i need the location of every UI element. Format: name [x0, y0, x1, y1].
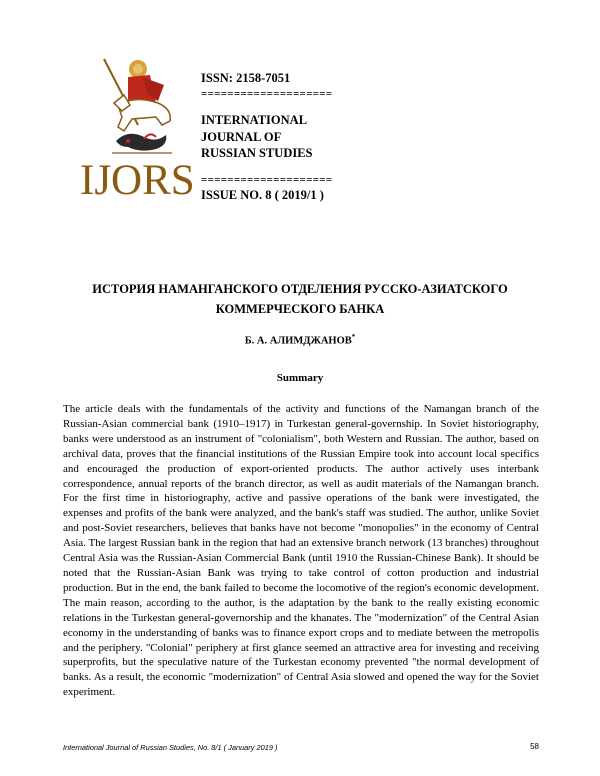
logo-wordmark: IJORS — [80, 157, 195, 204]
page-footer — [63, 741, 539, 755]
separator-line: ==================== — [201, 87, 333, 100]
summary-heading: Summary — [276, 372, 324, 384]
journal-name-line-1: INTERNATIONAL — [201, 113, 308, 128]
footer-journal-reference: International Journal of Russian Studies, No. 8/1 ( January 2019 ) — [63, 743, 278, 752]
journal-masthead — [201, 70, 401, 204]
page-number: 58 — [530, 742, 539, 751]
saint-george-emblem-icon — [98, 55, 180, 159]
issue-label: ISSUE NO. 8 ( 2019/1 ) — [201, 188, 324, 203]
issn-label: ISSN: 2158-7051 — [201, 71, 291, 85]
author-name: Б. А. АЛИМДЖАНОВ — [244, 335, 352, 347]
article-title — [60, 279, 540, 319]
journal-name-line-3: RUSSIAN STUDIES — [201, 146, 313, 161]
article-title-line-1: ИСТОРИЯ НАМАНГАНСКОГО ОТДЕЛЕНИЯ РУССКО-АЗИАТСКОГО — [92, 282, 508, 296]
author-line — [60, 333, 540, 347]
journal-name-line-2: JOURNAL OF — [201, 129, 282, 144]
journal-logo — [80, 55, 200, 205]
abstract-paragraph: The article deals with the fundamentals of the activity and functions of the Namangan branch of the Russian-Asian commercial bank (1910–1917) in Turkestan general-governship. In Soviet historiography, banks were understood as an instrument of "colonialism", both Western and Russian. The author, based on archival data, proves that the financial institutions of the Russian Empire took into account local specifics and encouraged the production of export-oriented products. The author actively uses interbank correspondence, annual reports of the branch director, as well as audit materials of the Namangan branch. For the first time in historiography, active and passive operations of the bank were investigated, the expenses and profits of the bank were analyzed, and the bank's staff was studied. The author, unlike Soviet and post-Soviet researchers, believes that banks have not become "monopolies" in the economy of Central Asia. The largest Russian bank in the region that had an extensive branch network (13 branches) throughout Central Asia was the Russian-Asian Commercial Bank (until 1910 the Russian-Chinese Bank). It should be noted that the Russian-Asian Bank was trying to take control of cotton production and industrial production. But in the end, the bank failed to become the locomotive of the region's economic development. The main reason, according to the author, is the adaptation by the bank to the really existing economic relations in the Turkestan general-governorship and the khanates. The "modernization" of the Central Asian economy in the understanding of banks was to finance export crops and to mediate between the metropolis and the periphery. "Colonial" periphery at first glance seemed an attractive area for investing and receiving superprofits, but the speculative nature of the Turkestan economy prevented "the normal development of banks. As a result, the economic "modernization" of Central Asia slowed and opened the way for the Soviet experiment. — [63, 403, 539, 699]
author-footnote-mark: * — [351, 333, 356, 341]
separator-line: ==================== — [201, 173, 333, 186]
article-title-line-2: КОММЕРЧЕСКОГО БАНКА — [215, 302, 385, 316]
